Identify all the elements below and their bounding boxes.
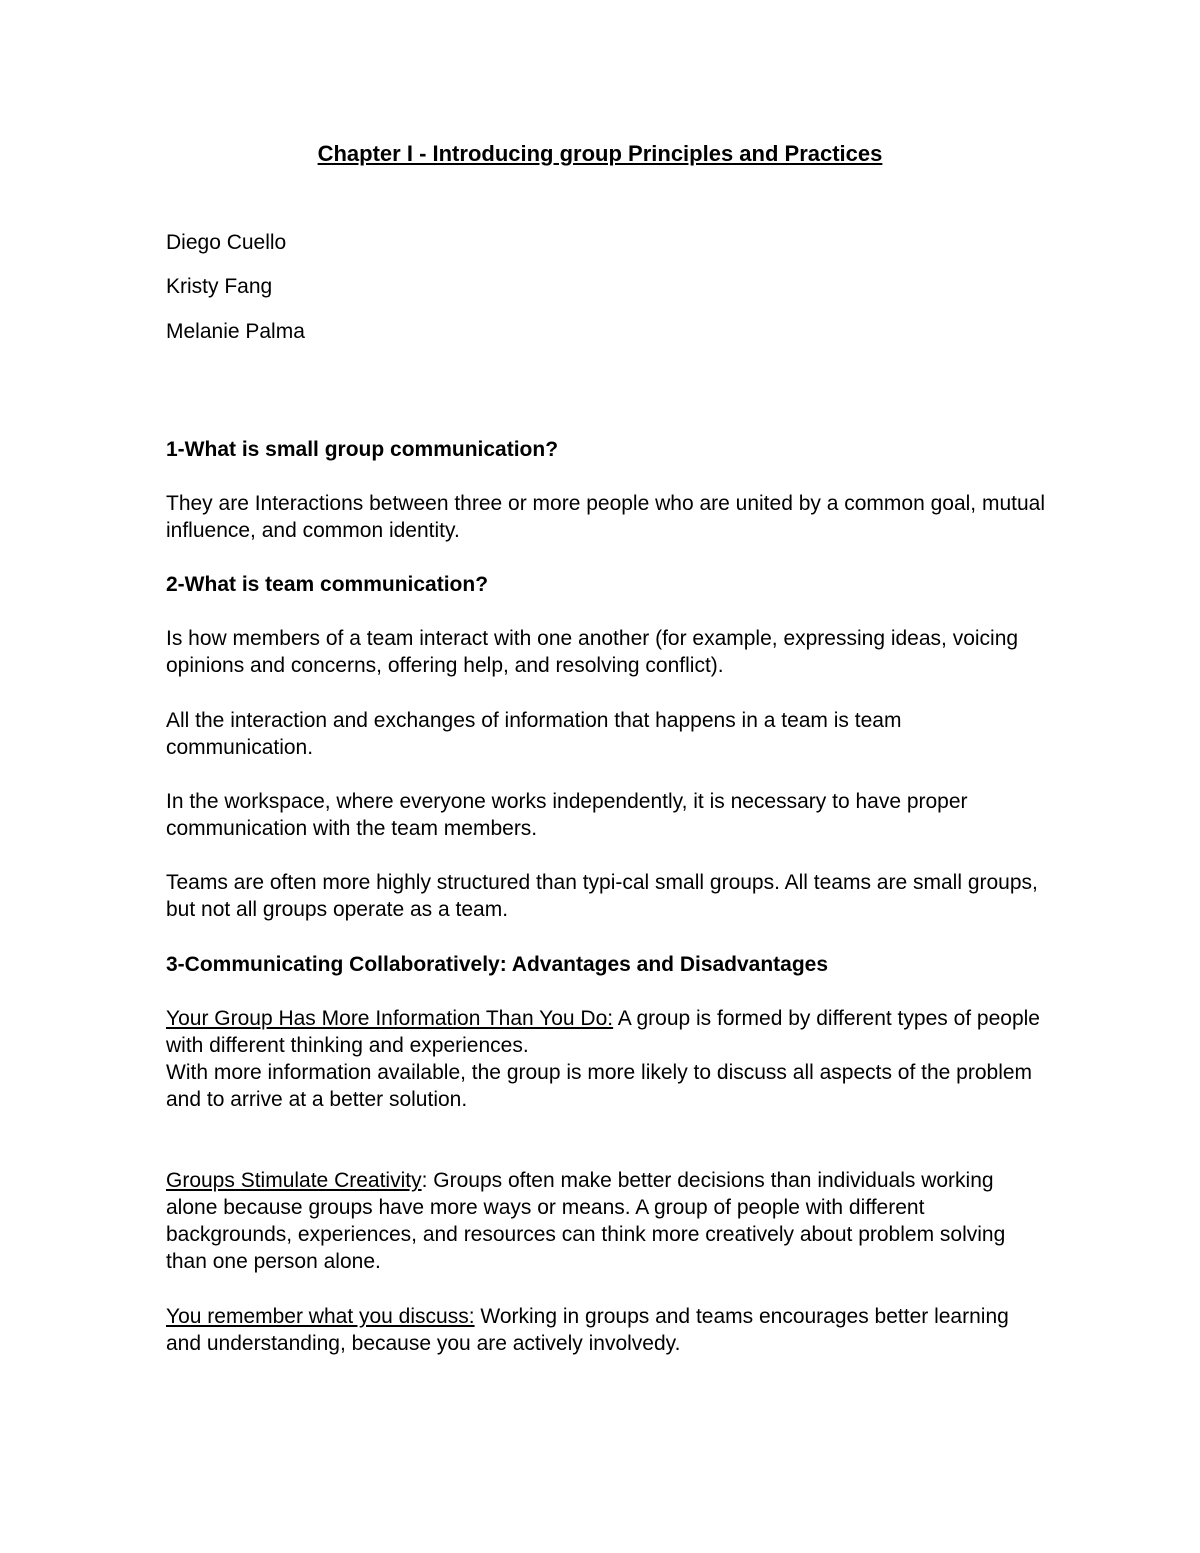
question-2-paragraph-1: Is how members of a team interact with one another (for example, expressing ideas, voicing opinions and concerns, offering help, and resolving conflict).: [166, 627, 1019, 677]
advantage-1-text: A group is formed by different types of people with different thinking and experiences.: [166, 1007, 1040, 1057]
advantage-2-text: : Groups often make better decisions than individuals working alone because groups have more ways or means. A group of people with different backgrounds, experiences, and resources can think more creatively about problem solving than one person alone.: [166, 1169, 1006, 1273]
author-3: Melanie Palma: [166, 320, 305, 343]
question-2-heading: 2-What is team communication?: [166, 573, 489, 596]
advantage-1-label: Your Group Has More Information Than You Do:: [166, 1007, 614, 1030]
advantage-1: [166, 1005, 1046, 1113]
advantage-2-label: Groups Stimulate Creativity: [166, 1169, 422, 1192]
advantage-3-label: You remember what you discuss:: [166, 1305, 475, 1328]
question-1-heading: 1-What is small group communication?: [166, 438, 559, 461]
question-1-answer: They are Interactions between three or more people who are united by a common goal, mutual influence, and common identity.: [166, 492, 1045, 542]
question-2-paragraph-4: Teams are often more highly structured than typi-cal small groups. All teams are small groups, but not all groups operate as a team.: [166, 871, 1038, 921]
question-2-paragraph-3: In the workspace, where everyone works independently, it is necessary to have proper communication with the team members.: [166, 790, 968, 840]
author-1: Diego Cuello: [166, 231, 287, 254]
question-3-heading: 3-Communicating Collaboratively: Advantages and Disadvantages: [166, 953, 829, 976]
question-2-paragraph-2: All the interaction and exchanges of information that happens in a team is team communication.: [166, 709, 902, 759]
advantage-1-text-continued: With more information available, the group is more likely to discuss all aspects of the problem and to arrive at a better solution.: [166, 1061, 1033, 1111]
page-title: Chapter I - Introducing group Principles and Practices: [317, 141, 883, 166]
advantage-3: [166, 1303, 1046, 1357]
advantage-3-text: Working in groups and teams encourages better learning and understanding, because you are actively involvedy.: [166, 1305, 1009, 1355]
advantage-2: [166, 1167, 1046, 1275]
author-2: Kristy Fang: [166, 275, 273, 298]
